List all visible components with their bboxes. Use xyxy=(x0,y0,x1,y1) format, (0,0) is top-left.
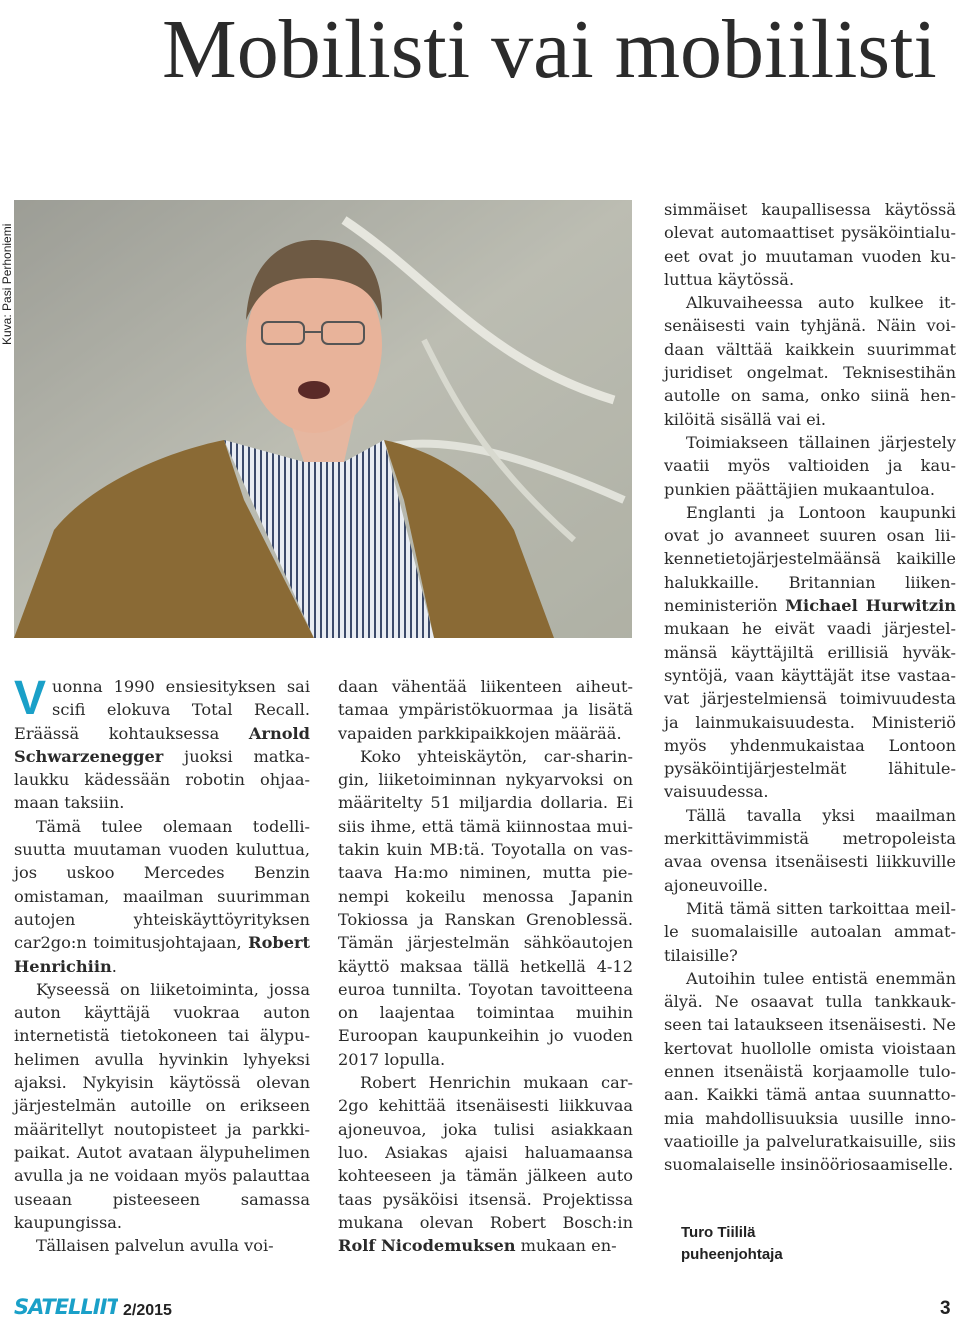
person-name: Arnold Schwarzenegger xyxy=(14,723,310,766)
paragraph: simmäiset kaupallisessa käytössä olevat automaattiset pysäköintialueet ovat jo muutaman vuoden kuluttua käytössä. xyxy=(664,200,956,289)
paragraph: Toimiakseen tällainen järjestely vaatii myös valtioiden ja kaupunkien päättäjien mukaantuloa. xyxy=(664,432,956,499)
paragraph: Alkuvaiheessa auto kulkee itsenäisesti vain tyhjänä. Näin voidaan välttää kaikkein suurimmat juridiset ongelmat. Teknisestihän autolle on sama, onko siinä henkilöitä sisällä vai ei. xyxy=(664,293,956,429)
paragraph: daan vähentää liikenteen aiheuttamaa ympäristökuormaa ja lisätä vapaiden parkkipaikkojen määrää. xyxy=(338,677,633,743)
issue-number: 2/2015 xyxy=(123,1302,172,1319)
signature-name: Turo Tiililä xyxy=(681,1224,756,1241)
person-name: Michael Hurwitzin xyxy=(785,596,957,616)
magazine-logo xyxy=(14,1290,118,1324)
paragraph: Tällä tavalla yksi maailman merkittävimmistä metropoleista avaa ovensa itsenäisesti liikkuville ajoneuvoille. xyxy=(664,805,956,895)
page-number: 3 xyxy=(940,1298,951,1319)
article-column-1 xyxy=(14,672,310,1257)
person-name: Rolf Nicodemuksen xyxy=(338,1236,516,1256)
article-title: Mobilisti vai mobiilisti xyxy=(162,3,937,96)
paragraph: Robert Henrichin mukaan car2go kehittää itsenäisesti liikkuvaa ajoneuvoa, joka tulisi asiakkaan luo. Asiakas ajaisi haluamaansa kohteeseen ja tämän jälkeen auto taas pysäköisi itsensä. Projektissa mukana olevan Robert Bosch:in Rolf Nicodemuksen mukaan en- xyxy=(338,1073,633,1256)
paragraph: Autoihin tulee entistä enemmän älyä. Ne osaavat tulla tankkaukseen tai lataukseen itsenäisesti. Ne kertovat huollolle omista vioistaan ennen itsenäistä korjaamolle tuloaan. Kaikki tämä antaa suunnattomia mahdollisuuksia uusille innovaatioille ja palveluratkaisuille, siis suomalaiselle insinööriosaamiselle. xyxy=(664,968,956,1175)
paragraph: Englanti ja Lontoon kaupunki ovat jo avanneet suuren osan liikennetietojärjestelmäänsä kaikille halukkaille. Britannian liikenneministeriön Michael Hurwitzin mukaan he eivät vaadi järjestelmänsä käyttäjiltä erillisiä hyväksyntöjä, vaan käyttäjät itse vastaavat järjestelmiensä toimivuudesta ja lainmukaisuudesta. Ministeriö myös yhdenmukaistaa Lontoon pysäköintijärjestelmät lähitulevaisuudessa. xyxy=(664,502,957,802)
speaker-photo-illustration xyxy=(14,200,632,638)
article-column-2 xyxy=(338,675,633,1257)
magazine-logo-text: SATELLII xyxy=(14,1295,107,1319)
drop-cap: V xyxy=(14,672,47,725)
photo-credit: Kuva: Pasi Perhoniemi xyxy=(0,223,14,345)
person-name: Robert Henrichiin xyxy=(14,933,310,976)
article-column-3 xyxy=(664,198,956,1176)
paragraph: Tällaisen palvelun avulla voi- xyxy=(36,1236,274,1256)
signature-role: puheenjohtaja xyxy=(681,1246,783,1263)
paragraph: Tämä tulee olemaan todellisuutta muutaman vuoden kuluttua, jos uskoo Mercedes Benzin omistaman, maailman suurimman autojen yhteiskäyttöyrityksen car2go:n toimitusjohtajaan, Robert Henrichiin. xyxy=(14,816,310,976)
paragraph: Koko yhteiskäytön, car-sharingin, liiketoiminnan nykyarvoksi on määritelty 51 miljardia dollaria. Ei siis ihme, että tämä kiinnostaa muitakin kuin MB:tä. Toyotalla on vastaava Ha:mo niminen, mutta pienempi kokeilu menossa Japanin Tokiossa ja Ranskan Grenoblessä. Tämän järjestelmän sähköautojen käyttö maksaa tällä hetkellä 4-12 euroa tunnilta. Toyotan tavoitteena on laajentaa toimintaa muihin Euroopan kaupunkeihin jo vuoden 2017 lopulla. xyxy=(338,746,633,1069)
signature xyxy=(681,1222,783,1266)
article-photo xyxy=(14,200,632,638)
paragraph: Mitä tämä sitten tarkoittaa meille suomalaisille autoalan ammattilaisille? xyxy=(664,898,956,965)
lead-paragraph: Vuonna 1990 ensiesityksen sai scifi elokuva Total Recall. Eräässä kohtauksessa Arnold Schwarzenegger juoksi matkalaukku kädessään robotin ohjaamaan taksiin. xyxy=(14,672,310,813)
paragraph: Kyseessä on liiketoiminta, jossa auton käyttäjä vuokraa auton internetistä tietokoneen tai älypuhelimen avulla hyvinkin lyhyeksi ajaksi. Nykyisin käytössä olevan järjestelmän autoille on erikseen määritellyt noutopisteet ja parkkipaikat. Autot avataan älypuhelimen avulla ja ne voidaan myös palauttaa useaan pisteeseen samassa kaupungissa. xyxy=(14,979,310,1232)
